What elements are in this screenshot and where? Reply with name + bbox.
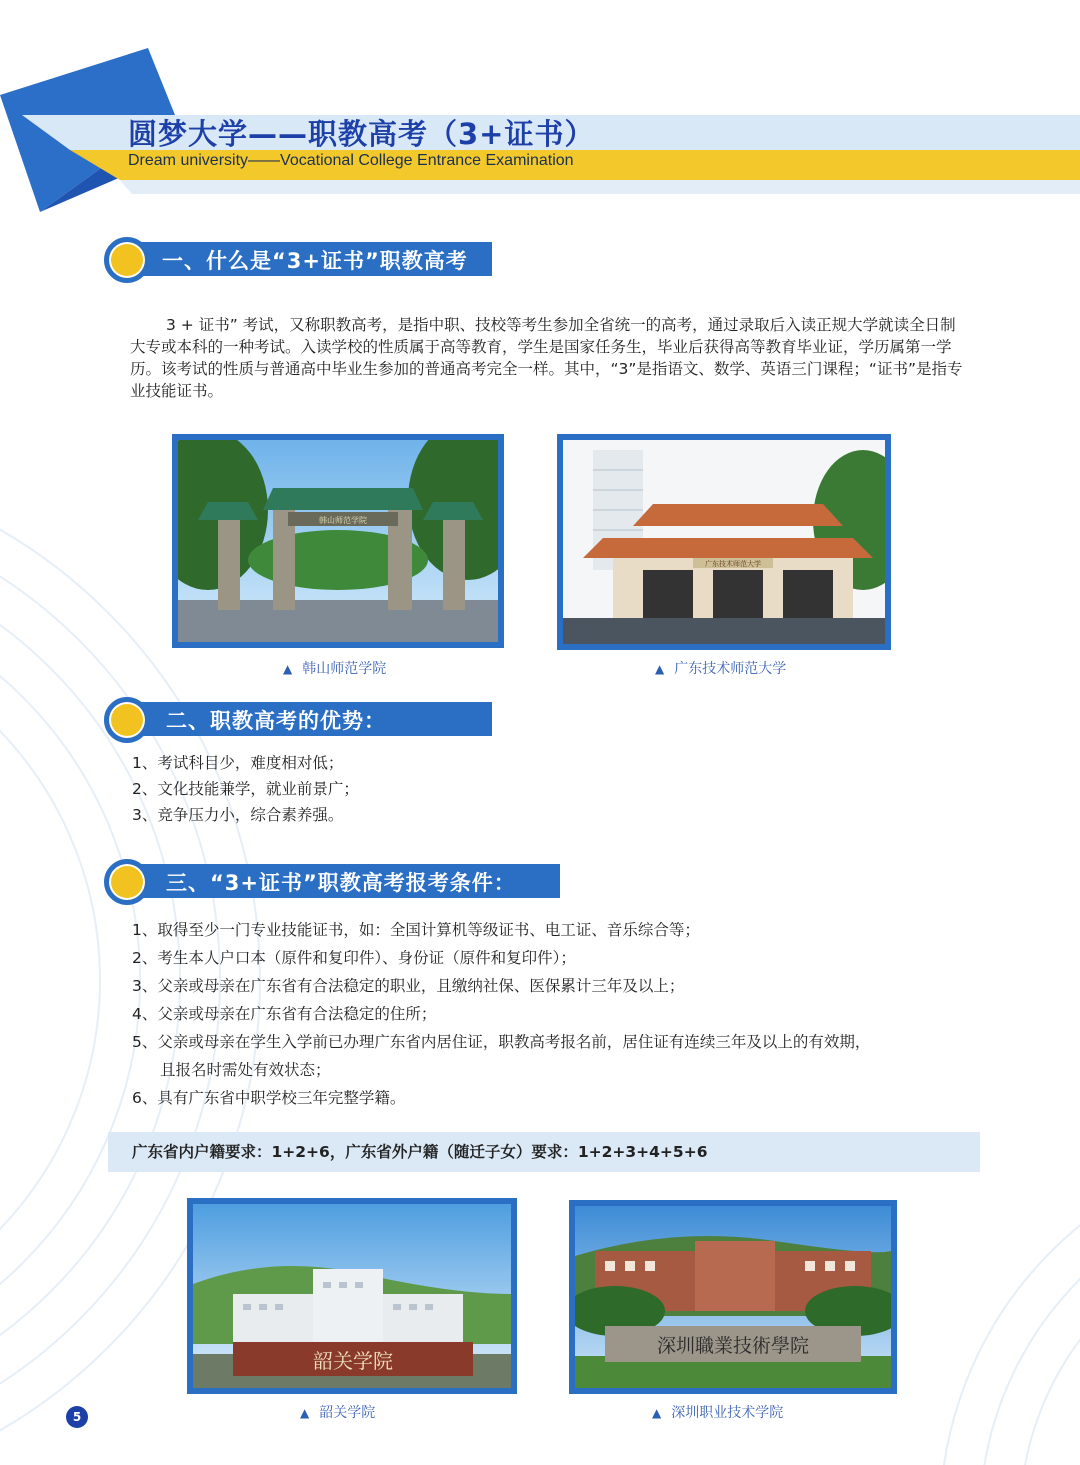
caption-guangdong-polytechnic (655, 658, 786, 678)
circle-bullet-icon (104, 697, 150, 743)
household-requirement-note: 广东省内户籍要求：1+2+6，广东省外户籍（随迁子女）要求：1+2+3+4+5+6 (132, 1143, 708, 1161)
list-item: 3、竞争压力小，综合素养强。 (132, 806, 344, 824)
caption-hanshan (283, 658, 386, 678)
caption-shenzhen-text: 深圳职业技术学院 (671, 1405, 784, 1421)
intro-paragraph-text: 3 + 证书” 考试，又称职教高考，是指中职、技校等考生参加全省统一的高考，通过录取后入读正规大学就读全日制大专或本科的一种考试。入读学校的性质属于高等教育，学生是国家任务生，毕业后获得高等教育毕业证，学历属第一学历。该考试的性质与普通高中毕业生参加的普通高考完全一样。其中，“3”是指语文、数学、英语三门课程；“证书”是指专业技能证书。 (130, 316, 963, 400)
list-item: 3、父亲或母亲在广东省有合法稳定的职业，且缴纳社保、医保累计三年及以上； (132, 977, 685, 995)
caption-shenzhen (652, 1402, 783, 1422)
page-title: 圆梦大学——职教高考（3+证书） (128, 117, 595, 151)
caption-shaoguan-text: 韶关学院 (319, 1405, 376, 1421)
triangle-marker-icon: ▲ (283, 662, 293, 676)
section-heading-1-label: 一、什么是“3+证书”职教高考 (162, 249, 468, 273)
circle-bullet-icon (104, 859, 150, 905)
section-heading-3-label: 三、“3+证书”职教高考报考条件： (166, 871, 516, 895)
triangle-marker-icon: ▲ (300, 1406, 310, 1420)
campus-sign-text: 深圳職業技術學院 (656, 1335, 810, 1357)
list-item-continuation: 且报名时需处有效状态； (160, 1061, 331, 1079)
caption-hanshan-text: 韩山师范学院 (302, 661, 387, 677)
list-item: 4、父亲或母亲在广东省有合法稳定的住所； (132, 1005, 437, 1023)
intro-paragraph (130, 314, 970, 402)
caption-guangdong-polytechnic-text: 广东技术师范大学 (674, 661, 787, 677)
list-item: 2、文化技能兼学，就业前景广； (132, 780, 359, 798)
section-heading-1 (104, 240, 494, 278)
gate-sign-text: 韩山师范学院 (319, 516, 367, 525)
photo-hanshan-normal-university (172, 434, 504, 648)
section-heading-2-label: 二、职教高考的优势： (166, 709, 386, 733)
triangle-marker-icon: ▲ (652, 1406, 662, 1420)
advantages-list (132, 750, 359, 828)
section-heading-3 (104, 862, 564, 900)
page-subtitle: Dream university——Vocational College Entrance Examination (128, 152, 574, 169)
section-heading-2 (104, 700, 494, 738)
caption-shaoguan (300, 1402, 375, 1422)
list-item: 5、父亲或母亲在学生入学前已办理广东省内居住证，职教高考报名前，居住证有连续三年及以上的有效期， (132, 1033, 871, 1051)
list-item: 2、考生本人户口本（原件和复印件）、身份证（原件和复印件）； (132, 949, 576, 967)
list-item: 1、取得至少一门专业技能证书，如：全国计算机等级证书、电工证、音乐综合等； (132, 921, 700, 939)
building-sign-text: 广东技术师范大学 (705, 560, 761, 568)
requirements-list (132, 916, 870, 1112)
photo-shaoguan-university (187, 1198, 517, 1394)
photo-shenzhen-polytechnic (569, 1200, 897, 1394)
list-item: 1、考试科目少，难度相对低； (132, 754, 344, 772)
page-number: 5 (66, 1406, 88, 1428)
triangle-marker-icon: ▲ (655, 662, 665, 676)
photo-guangdong-polytechnic-normal-university (557, 434, 891, 650)
campus-sign-text: 韶关学院 (313, 1349, 393, 1373)
circle-bullet-icon (104, 237, 150, 283)
list-item: 6、具有广东省中职学校三年完整学籍。 (132, 1089, 406, 1107)
